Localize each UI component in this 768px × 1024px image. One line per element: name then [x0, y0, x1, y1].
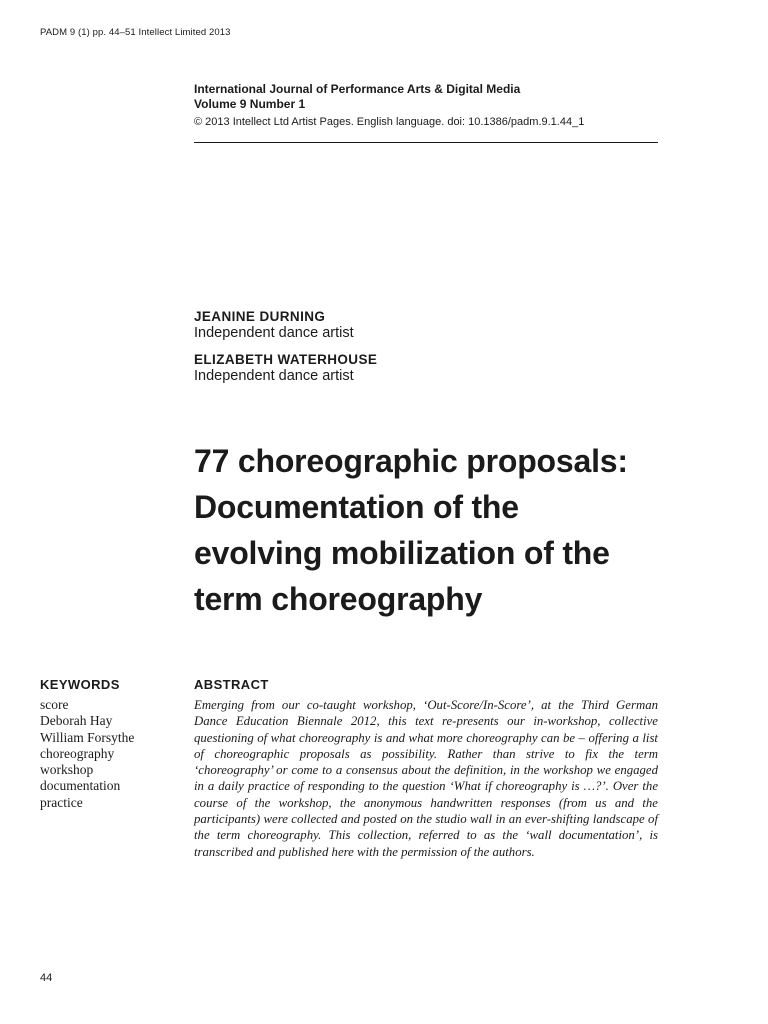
- journal-volume: Volume 9 Number 1: [194, 97, 306, 111]
- keywords-list: [40, 697, 180, 811]
- keyword-item: workshop: [40, 762, 94, 778]
- keyword-item: Deborah Hay: [40, 713, 113, 729]
- abstract-heading: ABSTRACT: [194, 677, 269, 692]
- journal-copyright: © 2013 Intellect Ltd Artist Pages. English language. doi: 10.1386/padm.9.1.44_1: [194, 116, 585, 128]
- page-number: 44: [40, 972, 53, 984]
- keyword-item: choreography: [40, 745, 115, 761]
- author-name: ELIZABETH WATERHOUSE: [194, 352, 378, 367]
- author: [194, 309, 658, 342]
- keyword-item: practice: [40, 794, 83, 810]
- keywords-section: [40, 677, 180, 811]
- author: [194, 352, 658, 385]
- header-rule: [194, 142, 658, 143]
- article-title-line: 77 choreographic proposals:: [194, 443, 628, 479]
- authors: [194, 309, 658, 395]
- article-title-line: evolving mobilization of the: [194, 535, 610, 571]
- keyword-item: score: [40, 697, 69, 712]
- journal-info: [194, 82, 658, 131]
- running-head: PADM 9 (1) pp. 44–51 Intellect Limited 2013: [40, 27, 231, 38]
- abstract-text: Emerging from our co-taught workshop, ‘Out-Score/In-Score’, at the Third German Dance Education Biennale 2012, this text re-presents our in-workshop, collective questioning of what choreography is and what more choreography can be – offering a list of choreographic proposals as possibility. Rather than strive to fix the term ‘choreography’ or come to a consensus about the definition, in the workshop we engaged in a daily practice of responding to the question ‘What if choreography is …?’. Over the course of the workshop, the anonymous handwritten responses (from us and the participants) were collected and posted on the studio wall in an ever-shifting landscape of the term choreography. This collection, referred to as the ‘wall documentation’, is transcribed and published here with the permission of the authors.: [194, 698, 658, 859]
- author-name: JEANINE DURNING: [194, 309, 326, 324]
- author-affiliation: Independent dance artist: [194, 368, 354, 384]
- keyword-item: William Forsythe: [40, 729, 135, 745]
- journal-title: International Journal of Performance Arts & Digital Media: [194, 82, 521, 96]
- article-title-line: term choreography: [194, 581, 483, 617]
- keyword-item: documentation: [40, 778, 121, 794]
- article-title-line: Documentation of the: [194, 489, 519, 525]
- keywords-heading: KEYWORDS: [40, 677, 120, 692]
- author-affiliation: Independent dance artist: [194, 325, 354, 341]
- abstract-section: [194, 677, 658, 860]
- article-title: [194, 438, 664, 622]
